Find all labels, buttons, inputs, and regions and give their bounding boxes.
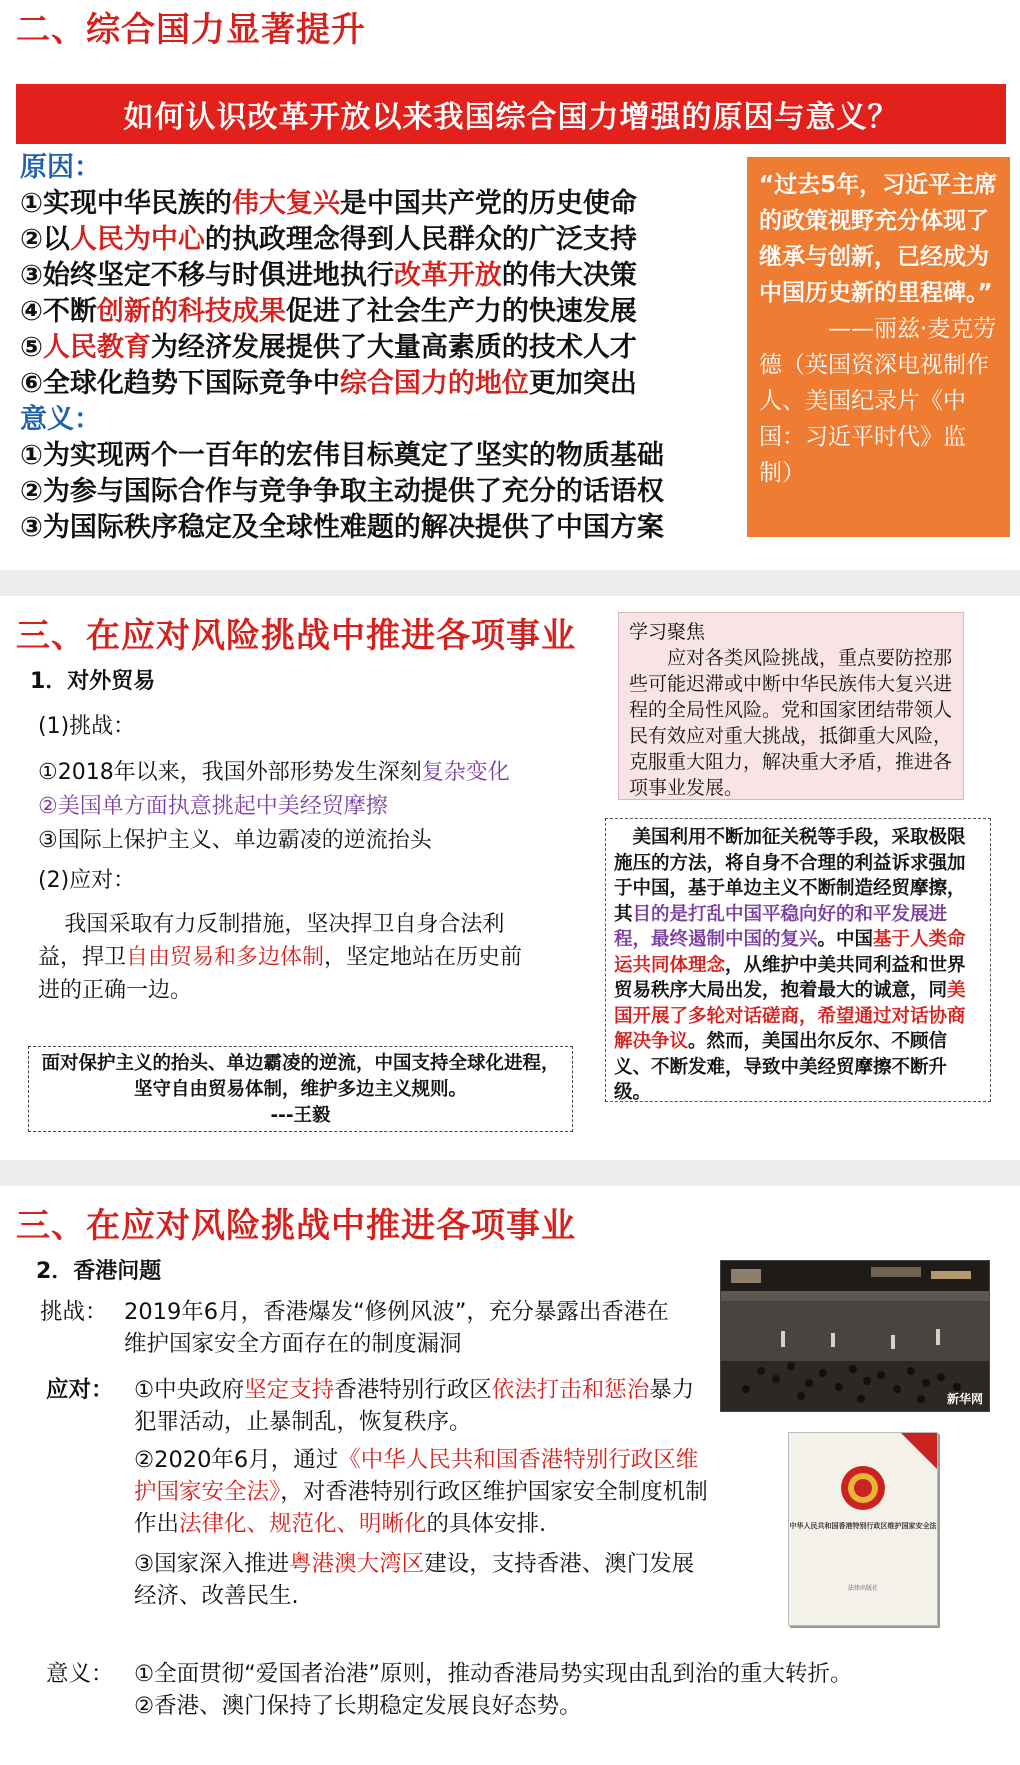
reason-item: ③始终坚定不移与时俱进地执行改革开放的伟大决策 bbox=[20, 260, 637, 291]
subsection-hongkong: 2．香港问题 bbox=[36, 1259, 162, 1284]
section1-title: 二、综合国力显著提升 bbox=[16, 10, 366, 50]
reasons-heading: 原因： bbox=[20, 152, 101, 183]
study-focus-text: 应对各类风险挑战，重点要防控那些可能迟滞或中断中华民族伟大复兴进程的全局性风险。党和国家团结带领人民有效应对重大挑战，抵御重大风险，克服重大阻力，解决重大矛盾，推进各项事业发展。 bbox=[629, 647, 953, 799]
challenge-heading: (1)挑战： bbox=[38, 714, 136, 739]
meaning-item: ③为国际秩序稳定及全球性难题的解决提供了中国方案 bbox=[20, 512, 664, 543]
section3-title: 三、在应对风险挑战中推进各项事业 bbox=[16, 1206, 576, 1246]
meaning-heading: 意义： bbox=[20, 404, 101, 435]
wangyi-attribution: ---王毅 bbox=[270, 1105, 331, 1126]
quote-attribution: ——丽兹·麦克劳德（英国资深电视制作人、美国纪录片《中国：习近平时代》监制） bbox=[759, 316, 997, 486]
hk-meaning-label: 意义： bbox=[46, 1661, 114, 1687]
hong-kong-riot-photo bbox=[720, 1260, 990, 1412]
study-focus-box bbox=[618, 612, 964, 800]
quote-text: “过去5年，习近平主席的政策视野充分体现了继承与创新，已经成为中国历史新的里程碑。” bbox=[759, 172, 998, 306]
book-title: 中华人民共和国香港特别行政区维护国家安全法 bbox=[789, 1522, 937, 1530]
hk-meaning-item: ②香港、澳门保持了长期稳定发展良好态势。 bbox=[134, 1693, 582, 1719]
challenge-item: ③国际上保护主义、单边霸凌的逆流抬头 bbox=[38, 828, 432, 853]
trade-analysis-box bbox=[605, 818, 991, 1102]
hk-response-item-2: ②2020年6月，通过《中华人民共和国香港特别行政区维护国家安全法》，对香港特别行政区维护国家安全制度机制作出法律化、规范化、明晰化的具体安排. bbox=[134, 1447, 708, 1537]
wangyi-quote-box bbox=[28, 1046, 573, 1132]
hk-challenge-text: 2019年6月，香港爆发“修例风波”，充分暴露出香港在维护国家安全方面存在的制度漏洞 bbox=[124, 1299, 669, 1357]
quote-box bbox=[747, 157, 1010, 537]
national-security-law-book-cover bbox=[788, 1432, 938, 1626]
question-banner: 如何认识改革开放以来我国综合国力增强的原因与意义？ bbox=[16, 84, 1006, 144]
reason-item: ④不断创新的科技成果促进了社会生产力的快速发展 bbox=[20, 296, 637, 327]
trade-body bbox=[38, 710, 618, 1007]
reason-item: ①实现中华民族的伟大复兴是中国共产党的历史使命 bbox=[20, 188, 637, 219]
wangyi-quote-text: 面对保护主义的抬头、单边霸凌的逆流，中国支持全球化进程，坚守自由贸易体制，维护多边主义规则。 bbox=[41, 1053, 560, 1100]
meaning-item: ①为实现两个一百年的宏伟目标奠定了坚实的物质基础 bbox=[20, 440, 664, 471]
reason-item: ⑤人民教育为经济发展提供了大量高素质的技术人才 bbox=[20, 332, 637, 363]
response-paragraph: 我国采取有力反制措施，坚决捍卫自身合法利益，捍卫自由贸易和多边体制，坚定地站在历史前进的正确一边。 bbox=[38, 912, 523, 1003]
section2-title: 三、在应对风险挑战中推进各项事业 bbox=[16, 616, 576, 656]
trade-analysis-text: 美国利用不断加征关税等手段，采取极限施压的方法，将自身不合理的利益诉求强加于中国，基于单边主义不断制造经贸摩擦，其目的是打乱中国平稳向好的和平发展进程，最终遏制中国的复兴。中国基于人类命运共同体理念，从维护中美共同利益和世界贸易秩序大局出发，抱着最大的诚意，同美国开展了多轮对话磋商，希望通过对话协商解决争议。然而，美国出尔反尔、不顾信义、不断发难，导致中美经贸摩擦不断升级。 bbox=[614, 827, 966, 1103]
subsection-trade: 1．对外贸易 bbox=[30, 669, 156, 694]
response-heading: (2)应对： bbox=[38, 868, 136, 893]
hk-meaning-item: ①全面贯彻“爱国者治港”原则，推动香港局势实现由乱到治的重大转折。 bbox=[134, 1661, 853, 1687]
study-focus-heading: 学习聚焦 bbox=[629, 621, 706, 643]
reason-item: ⑥全球化趋势下国际竞争中综合国力的地位更加突出 bbox=[20, 368, 637, 399]
reason-item: ②以人民为中心的执政理念得到人民群众的广泛支持 bbox=[20, 224, 637, 255]
challenge-item: ①2018年以来，我国外部形势发生深刻复杂变化 bbox=[38, 760, 510, 785]
book-publisher: 法律出版社 bbox=[847, 1585, 878, 1592]
photo-illustration bbox=[721, 1261, 989, 1411]
hk-response-item-1: ①中央政府坚定支持香港特别行政区依法打击和惩治暴力犯罪活动，止暴制乱，恢复秩序。 bbox=[134, 1377, 695, 1435]
photo-watermark: 新华网 bbox=[946, 1392, 983, 1406]
challenge-item: ②美国单方面执意挑起中美经贸摩擦 bbox=[38, 794, 388, 819]
section-divider bbox=[0, 570, 1020, 596]
hk-response-item-3: ③国家深入推进粤港澳大湾区建设，支持香港、澳门发展经济、改善民生. bbox=[134, 1551, 695, 1609]
section-divider bbox=[0, 1160, 1020, 1186]
reasons-meaning-block bbox=[20, 150, 760, 546]
meaning-item: ②为参与国际合作与竞争争取主动提供了充分的话语权 bbox=[20, 476, 664, 507]
hk-challenge-label: 挑战： bbox=[40, 1299, 108, 1325]
hk-response-label: 应对： bbox=[46, 1377, 114, 1403]
